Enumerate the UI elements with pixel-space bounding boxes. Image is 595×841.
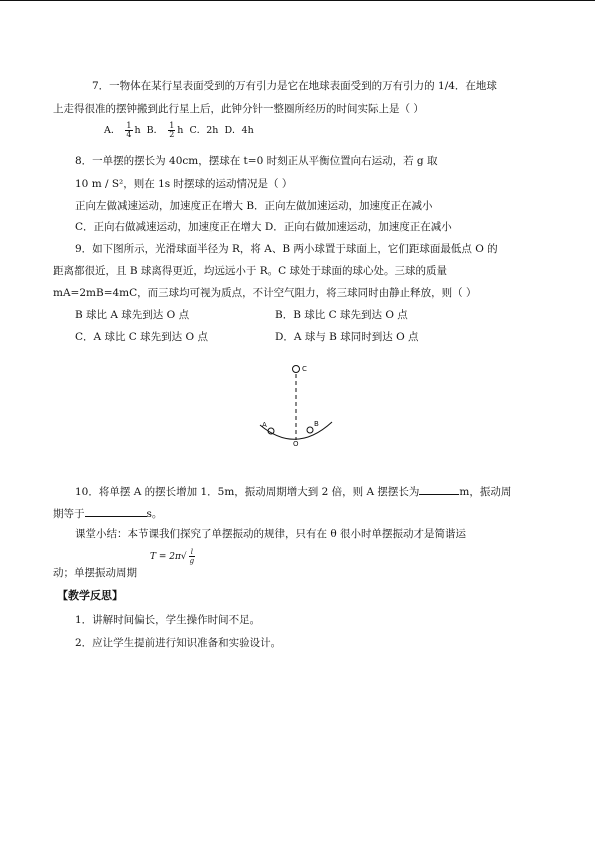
q8-options-ab: 正向左做减速运动，加速度正在增大 B．正向左做加速运动，加速度正在减小 bbox=[75, 200, 433, 212]
q7-option-d: D．4h bbox=[224, 125, 254, 136]
q7-option-a-label: A． bbox=[104, 125, 121, 136]
page-top-rule bbox=[0, 0, 595, 1]
q10-line-1 bbox=[75, 484, 511, 499]
period-formula bbox=[150, 548, 197, 565]
reflection-item-1: 1．讲解时间偏长，学生操作时间不足。 bbox=[75, 614, 261, 626]
q10-line-1-text-end: m，振动周 bbox=[459, 486, 512, 498]
q7-option-b-unit: h bbox=[177, 125, 184, 136]
label-b: B bbox=[314, 420, 319, 428]
q10-line-2-unit: s。 bbox=[146, 508, 163, 520]
q7-line-2: 上走得很准的摆钟搬到此行星上后，此钟分针一整圈所经历的时间实际上是（ ） bbox=[53, 103, 424, 115]
label-c: C bbox=[302, 365, 307, 373]
q7-option-b-fraction: $\frac{1}{2}$ bbox=[169, 121, 175, 139]
summary-line-1: 课堂小结：本节课我们探究了单摆振动的规律，只有在 θ 很小时单摆振动才是简谐运 bbox=[75, 528, 466, 540]
ball-c bbox=[293, 366, 300, 373]
q10-line-2 bbox=[53, 506, 162, 521]
q10-line-1-text: 10．将单摆 A 的摆长增加 1．5m，振动周期增大到 2 倍，则 A 摆摆长为 bbox=[75, 486, 420, 498]
label-a: A bbox=[262, 421, 267, 429]
q7-option-c: C．2h bbox=[189, 125, 219, 136]
q9-option-c: C．A 球比 C 球先到达 O 点 bbox=[75, 331, 208, 343]
q9-option-b: B．B 球比 C 球先到达 O 点 bbox=[275, 309, 408, 321]
q9-option-a: B 球比 A 球先到达 O 点 bbox=[75, 309, 190, 321]
q8-line-1: 8．一单摆的摆长为 40cm，摆球在 t=0 时刻正从平衡位置向右运动，若 g 取 bbox=[75, 155, 438, 167]
q9-option-d: D．A 球与 B 球同时到达 O 点 bbox=[275, 331, 419, 343]
q7-line-1: 7．一物体在某行星表面受到的万有引力是它在地球表面受到的万有引力的 1/4．在地球 bbox=[92, 80, 497, 92]
ball-b bbox=[307, 427, 313, 433]
q8-line-2: 10 m / S²，则在 1s 时摆球的运动情况是（ ） bbox=[75, 178, 293, 190]
q7-option-a-fraction: $\frac{1}{4}$ bbox=[126, 121, 132, 139]
q8-options-cd: C．正向右做减速运动，加速度正在增大 D．正向右做加速运动，加速度正在减小 bbox=[75, 221, 452, 233]
summary-line-2: 动；单摆振动周期 bbox=[53, 567, 137, 579]
formula-lhs: T = 2π bbox=[150, 552, 181, 562]
q9-line-2: 距离都很近，且 B 球离得更近，均远远小于 R。C 球处于球面的球心处。三球的质量 bbox=[53, 265, 448, 277]
sqrt-sign: √ bbox=[180, 552, 187, 562]
q7-options bbox=[104, 122, 254, 139]
q7-option-b-label: B． bbox=[146, 125, 164, 136]
reflection-heading: 【教学反思】 bbox=[57, 589, 123, 602]
q10-blank-length bbox=[419, 484, 459, 495]
label-o: O bbox=[293, 440, 299, 448]
formula-fraction: $\frac{l}{g}$ bbox=[189, 548, 195, 565]
q10-blank-period bbox=[85, 506, 147, 517]
reflection-item-2: 2．应让学生提前进行知识准备和实验设计。 bbox=[75, 637, 282, 649]
q7-option-a-unit: h bbox=[134, 125, 141, 136]
spherical-bowl-diagram bbox=[250, 360, 340, 450]
q9-line-1: 9．如下图所示，光滑球面半径为 R，将 A、B 两小球置于球面上，它们距球面最低点 O 的 bbox=[75, 243, 498, 255]
q9-line-3: mA=2mB=4mC，而三球均可视为质点，不计空气阻力，将三球同时由静止释放，则（ ） bbox=[53, 287, 477, 299]
q10-line-2-text: 期等于 bbox=[53, 508, 85, 520]
